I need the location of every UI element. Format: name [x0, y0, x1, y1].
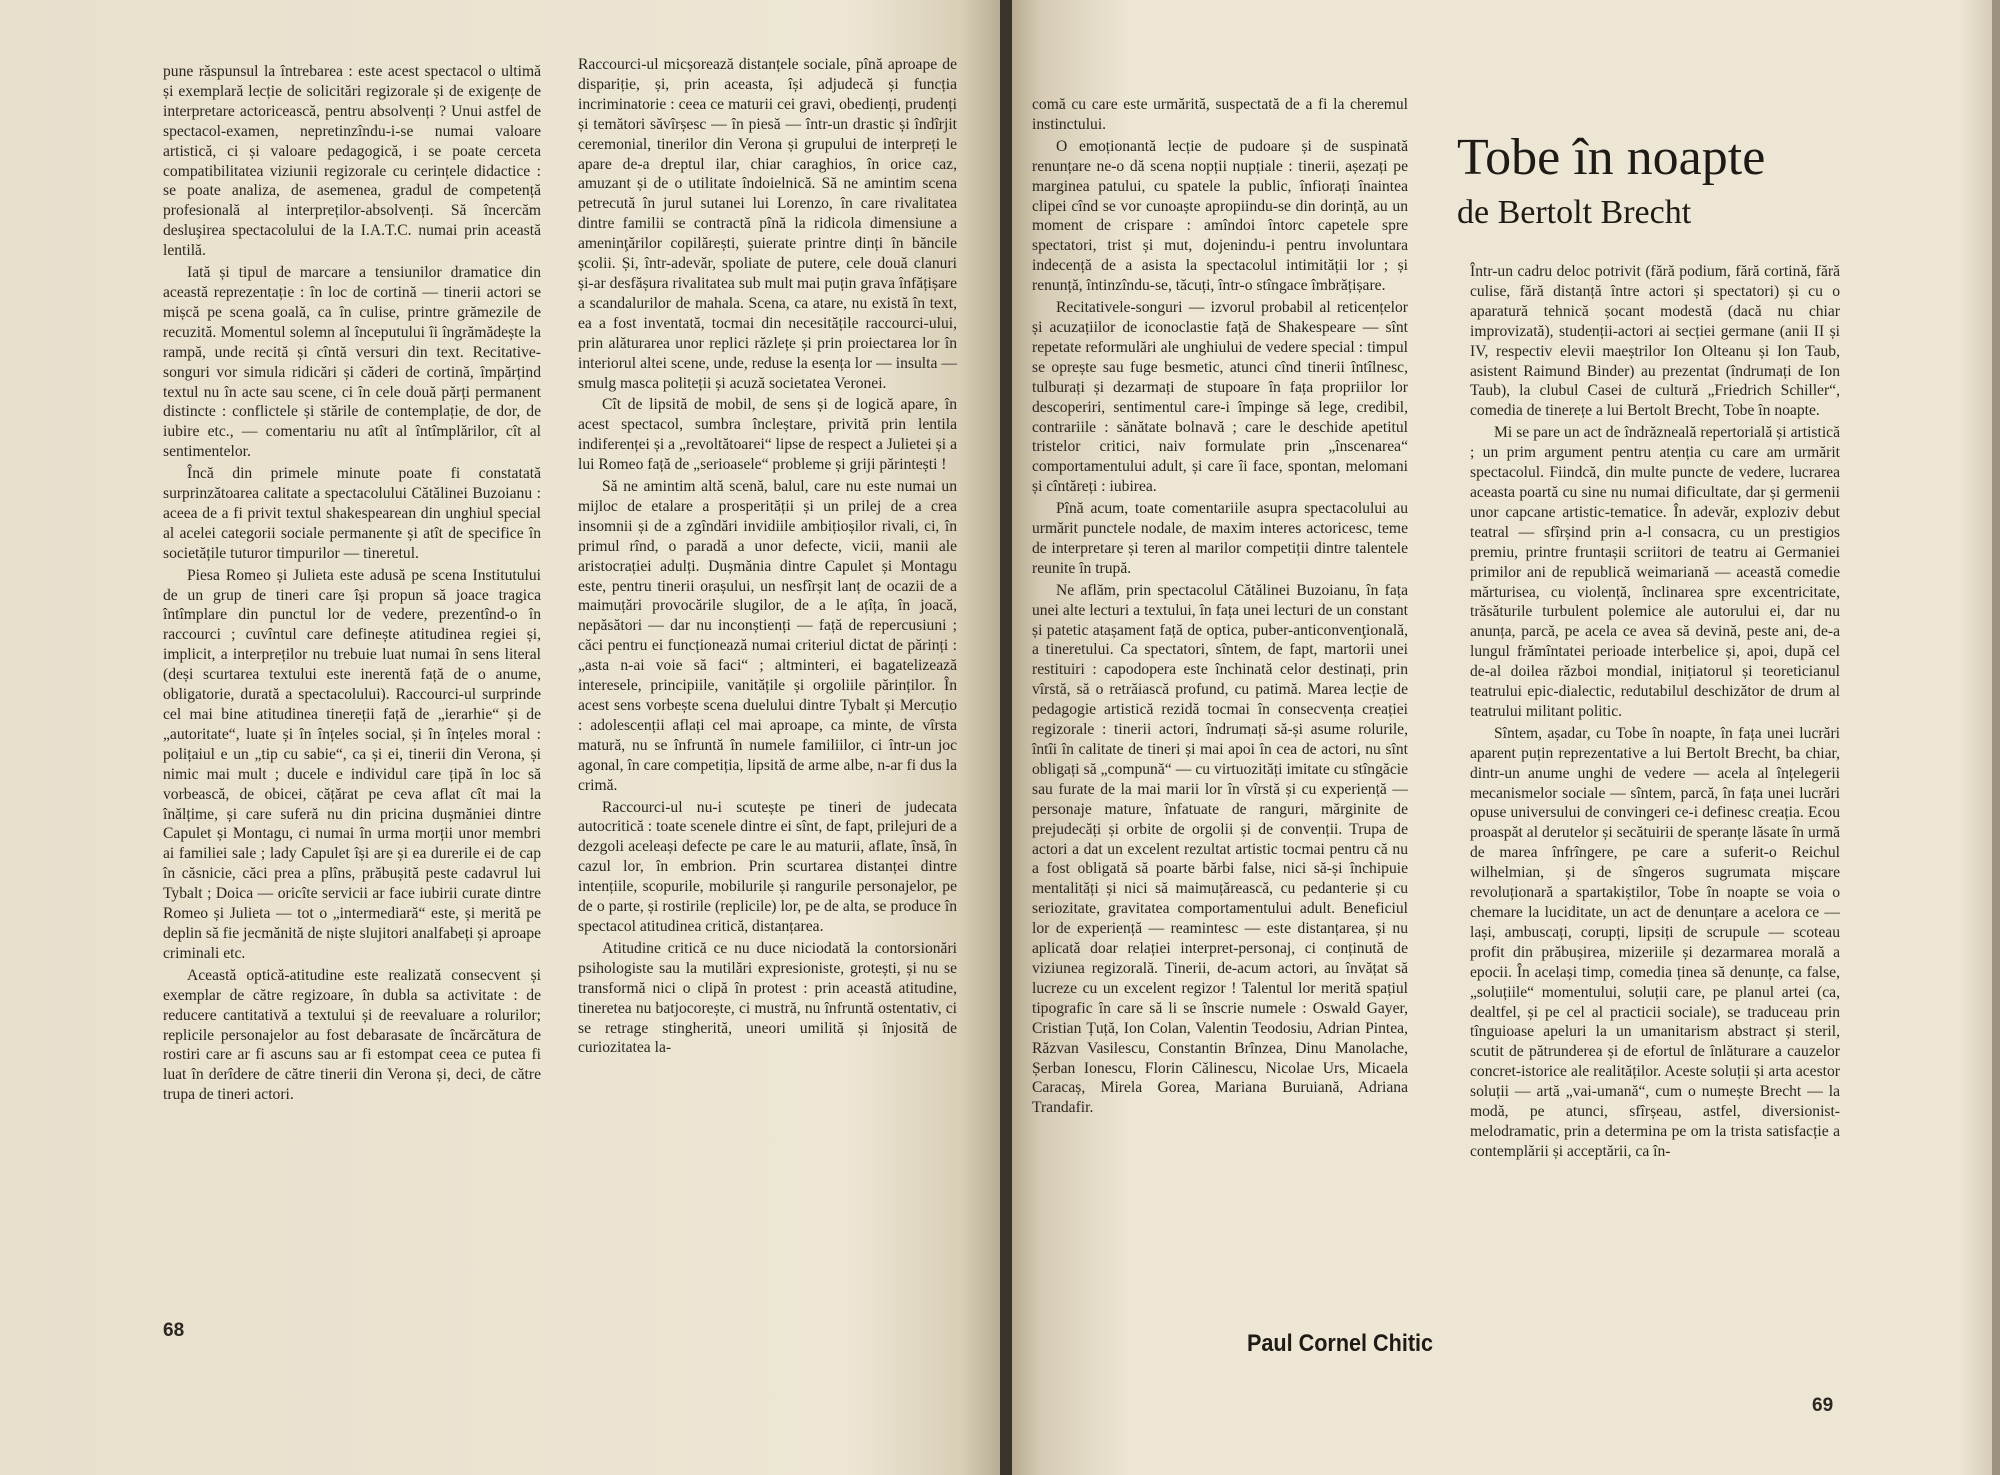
paragraph: comă cu care este urmărită, suspectată de a fi la cheremul instinctului.: [1032, 96, 1408, 133]
paragraph: Pînă acum, toate comentariile asupra spectacolului au urmărit punctele nodale, de maxim interes actoricesc, teme de interpretare și teren al marilor competiții dintre talentele reunite în trupă.: [1032, 500, 1408, 577]
paragraph: O emoționantă lecție de pudoare și de suspinată renunțare ne-o dă scena nopții nupțiale : tinerii, așezați pe marginea patului, cu spatele la public, înfiorați înaintea clipei cînd se vor cunoaște apropiindu-se din dorință, au un moment de crispare : amîndoi întorc capetele spre spectatori, trist și mut, dojenindu-i pentru involuntara indecență de a asista la spectacolul intimității lor ; și renunță, întinzîndu-se, tăcuți, într-o stîngace îmbrățișare.: [1032, 137, 1408, 295]
paragraph: Într-un cadru deloc potrivit (fără podium, fără cortină, fără culise, fără distanță între actori și spectatori) și cu o aparatură tehnică șocant modestă (dacă nu chiar improvizată), studenții-actori ai secției germane (anii II și IV, respectiv elevii maeștrilor Ion Olteanu și Ion Taub, asistent Raimund Binder) au prezentat (îndrumați de Ion Taub), la clubul Casei de cultură „Friedrich Schiller“, comedia de tinerețe a lui Bertolt Brecht, Tobe în noapte.: [1470, 263, 1840, 420]
paragraph: Raccourci-ul micșorează distanțele sociale, pînă aproape de dispariție, și, prin aceasta, își adjudecă și funcția incriminatorie : ceea ce maturii cei gravi, obedienți, prudenți și temători săvîrșesc — în piesă — într-un drastic și îndîrjit ceremonial, tinerilor din Verona și grupului de interpreți le apare de-a dreptul ilar, chiar caraghios, în orice caz, amuzant și de o utilitate îndoielnică. Să ne amintim scena petrecută în jurul sutanei lui Lorenzo, în care rivalitatea dintre familii se contractă pînă la ridicola dimensiune a ameninţărilor copilărești, șuierate printre dinți în băncile școlii. Și, într-adevăr, spoliate de putere, cele două clanuri și-ar desfășura rivalitatea sub mult mai puțin grava înfățișare a scandalurilor de mahala. Scena, ca atare, nu există în text, ea a fost inventată, tocmai din necesitățile raccourci-ului, prin alăturarea unor replici răzlețe și prin proiectarea lor în interiorul altei scene, unde, reduse la esența lor — insulta — smulg masca politeții și acuză societatea Veronei.: [578, 56, 957, 392]
paragraph: Sîntem, așadar, cu Tobe în noapte, în fața unei lucrări aparent puțin reprezentative a lui Bertolt Brecht, ba chiar, dintr-un anume unghi de vedere — acela al înțelegerii mecanismelor sociale — sîntem, parcă, în fața unei lucrări opuse universului de convingeri ce-i definesc creația. Ecou proaspăt al derutelor și secătuirii de speranțe lăsate în urmă de marea înfrîngere, pe care a suferit-o Reichul wilhelmian, și de sîngeros sugrumata mișcare revoluționară a spartakiștilor, Tobe în noapte se voia o chemare la luciditate, un act de denunțare a acelora ce — lași, ambuscați, corupți, lipsiți de scrupule — scoteau profit din prăbușirea, mizeriile și dezarmarea morală a epocii. În același timp, comedia ținea să denunțe, ca false, „soluțiile“ momentului, soluții care, pe planul artei (ca, dealtfel, și pe cel al practicii sociale), se traduceau prin tînguioase apeluri la un umanitarism abstract și steril, scutit de pătrunderea și de efortul de înlăturare a cauzelor concret-istorice ale realităților. Aceste soluții și arta acestor soluții — artă „vai-umană“, cum o numește Brecht — la modă, pe atunci, sfîrșeau, astfel, diversionist-melodramatic, prin a determina pe om la trista satisfacție a contemplării și acceptării, ca în-: [1470, 724, 1840, 1160]
page-edge: [1992, 0, 2000, 1475]
paragraph: Raccourci-ul nu-i scutește pe tineri de judecata autocritică : toate scenele dintre ei sînt, de fapt, prilejuri de a dezgoli aceleași defecte pe care le au maturii, aflate, însă, în cazul lor, în embrion. Prin scurtarea distanței dintre intențiile, scopurile, mobilurile și rangurile personajelor, pe de o parte, și rostirile (replicile) lor, pe de alta, se produce în spectacol atitudinea critică, distanțarea.: [578, 798, 957, 935]
page-number-right: 69: [1812, 1395, 1834, 1416]
paragraph: pune răspunsul la întrebarea : este acest spectacol o ultimă și exemplară lecție de solicitări regizorale și de exigențe de interpretare actoricească, pentru absolvenți ? Unui astfel de spectacol-examen, nepretinzîndu-i-se numai valoare artistică, ci și valoare pedagogică, i se poate cerceta compatibilitatea viziunii regizorale cu cerințele didactice : se poate analiza, de asemenea, gradul de competență profesională al interpreților-absolvenți. Să încercăm desluşirea spectacolului de la I.A.T.C. numai prin această lentilă.: [163, 63, 541, 260]
book-gutter: [1000, 0, 1012, 1475]
paragraph: Încă din primele minute poate fi constatată surprinzătoarea calitate a spectacolului Cătălinei Buzoianu : aceea de a fi privit textul shakespearean din unghiul special al acelei categorii sociale permanente și atît de specifice în societățile tuturor timpurilor — tineretul.: [163, 465, 541, 562]
paragraph: Atitudine critică ce nu duce niciodată la contorsionări psihologiste sau la mutilări expresioniste, grotești, și nu se transformă nici o clipă în protest : prin această atitudine, tineretea nu batjocorește, ci mustră, nu înfruntă ostentativ, ci se retrage stingherită, uneori umilită și înjosită de curiozitatea la-: [578, 939, 957, 1057]
left-page-column-1: [163, 62, 541, 1105]
right-page-column-2: [1470, 262, 1840, 1162]
paragraph: Ne aflăm, prin spectacolul Cătălinei Buzoianu, în fața unei alte lecturi a textului, în fața unei lecturi de un constant și patetic atașament față de optica, puber-anticonvenţională, a tineretului. Ca spectatori, sîntem, de fapt, martorii unei restituiri : capodopera este închinată celor destinați, prin vîrstă, să o retrăiască profund, cu patimă. Marea lecție de pedagogie artistică rezidă tocmai în consecvența creației regizorale : tinerii actori, îndrumați să-și asume rolurile, întîi în calitate de tineri și mai apoi în cea de actori, nu sînt obligați să „compună“ — cu virtuozități imitate cu stîngăcie sau furate de la mai marii lor în vîrstă și cu experiență — personaje mature, înfatuate de ranguri, mărginite de prejudecăți și orbite de orgolii și de convenții. Trupa de actori a dat un excelent rezultat artistic tocmai pentru că nu a fost obligată să poarte bărbi false, nici să-și închipuie mentalități și nici să maimuțărească, cu pedanterie și cu seriozitate, gravitatea comportamentului adult. Beneficiul lor de experiență — reamintesc — este distanțarea, și nu aplicată doar relației interpret-personaj, ci conținută de viziunea regizorală. Tinerii, de-acum actori, au învățat să lucreze cu un excelent regizor ! Talentul lor merită spațiul tipografic în care să li se înscrie numele : Oswald Gayer, Cristian Țuță, Ion Colan, Valentin Teodosiu, Adrian Pintea, Răzvan Vasilescu, Constantin Brînzea, Dinu Manolache, Șerban Ionescu, Florin Călinescu, Nicolae Urs, Micaela Caracaș, Mirela Gorea, Mariana Buruiană, Adriana Trandafir.: [1032, 581, 1408, 1117]
paragraph: Cît de lipsită de mobil, de sens și de logică apare, în acest spectacol, sumbra încleștare, privită prin lentila indiferenței și a „revoltătoarei“ lipse de respect a Julietei și a lui Romeo față de „serioasele“ probleme și griji părintești !: [578, 396, 957, 474]
right-page-column-1: [1032, 95, 1408, 1118]
right-page: [1012, 0, 2000, 1475]
article-title: Tobe în noapte: [1457, 129, 1766, 186]
paragraph: Să ne amintim altă scenă, balul, care nu este numai un mijloc de etalare a prosperității și un prilej de a crea insomnii și de a zgîndări invidiile ambițioșilor rivali, ci, în primul rînd, o paradă a unor defecte, vicii, manii ale aristocrației adulți. Dușmănia dintre Capulet și Montagu este, pentru tinerii orașului, un nesfîrșit lanț de ocazii de a maimuțări provocările slugilor, de a le ațîța, în joacă, nepăsători — dar nu inconștienți — față de repercusiuni ; căci pentru ei funcționează numai criteriul dictat de părinți : „asta n-ai voie să faci“ ; altminteri, ei bagatelizează interesele, principiile, vanitățile și orgoliile părinților. În acest sens vorbește scena duelului dintre Tybalt și Mercuțio : adolescenții aflați cel mai aproape, ca minte, de vîrsta matură, nu se înfruntă în numele familiilor, ci într-un joc agonal, în care competiția, lipsită de arme albe, n-ar fi dus la crimă.: [578, 478, 957, 794]
paragraph: Iată și tipul de marcare a tensiunilor dramatice din această reprezentație : în loc de cortină — tinerii actori se mișcă pe scena goală, ca în culise, printre grămezile de recuzită. Momentul solemn al începutului îi îngrămădește la rampă, unde recită și cîntă versuri din text. Recitative-songuri vor simula ridicări și căderi de cortină, împărțind textul nu în acte sau scene, ci în cele două părți permanent distincte : conflictele și stările de contemplație, de dor, de iubire etc., — comentariu nu atît al întîmplărilor, cît al sentimentelor.: [163, 264, 541, 461]
paragraph: Recitativele-songuri — izvorul probabil al reticențelor și acuzațiilor de iconoclastie față de Shakespeare — sînt repetate reformulări ale unghiului de vedere special : timpul se oprește sau fuge besmetic, atunci cînd tinerii întîlnesc, tulburați și dezarmați de stupoare în fața propriilor lor descoperiri, sentimentul care-i împinge să lege, credibil, contrariile : sănătate bolnavă ; care le deschide apetitul tristelor critici, naiv formulate prin „înscenarea“ comportamentului adult, și care îi face, spontan, melomani și cîntăreți : iubirea.: [1032, 299, 1408, 496]
article-subtitle: de Bertolt Brecht: [1457, 194, 1692, 231]
page-number-left: 68: [163, 1320, 185, 1341]
paragraph: Mi se pare un act de îndrăzneală repertorială și artistică ; un prim argument pentru atenția cu care am urmărit spectacolul. Fiindcă, din multe puncte de vedere, lucrarea aceasta poartă cu sine nu numai dificultate, dar și germenii unor capcane artistic-tematice. În adevăr, exploziv debut teatral — sfîrșind prin a-l consacra, cu un prestigios premiu, printre fruntașii scriitori de teatru ai Germaniei primilor ani de republică weimariană — această comedie mărturisea, cu violență, înclinarea spre excentricitate, trăsăturile turbulent polemice ale autorului ei, dar nu anunța, parcă, pe acela ce avea să devină, peste ani, de-a lungul frămîntatei perioade interbelice și, apoi, după cel de-al doilea război mondial, inițiatorul și teoreticianul teatrului epic-dialectic, redutabilul deschizător de drum al teatrului militant politic.: [1470, 424, 1840, 720]
left-page-column-2: [578, 55, 957, 1058]
author-signature: Paul Cornel Chitic: [1247, 1330, 1434, 1357]
paragraph: Piesa Romeo și Julieta este adusă pe scena Institutului de un grup de tineri care își propun să joace tragica întîmplare din punctul lor de vedere, prezentînd-o în raccourci ; cuvîntul care definește atitudinea regiei și, implicit, a interpreților nu trebuie luat numai în sens literal (deși scurtarea textului este inerentă față de o anume, obligatorie, durată a spectacolului). Raccourci-ul surprinde cel mai bine atitudinea tinereții față de „ierarhie“ și de „autoritate“, luate și în înțeles social, și în înțeles moral : polițaiul e un „tip cu sabie“, ca și ei, tinerii din Verona, și nimic mai mult ; ducele e individul care țipă în loc să vorbească, de obicei, cățărat pe ceva aflat cît mai la înălțime, și care suferă nu din pricina dușmăniei dintre Capulet și Montagu, ci numai în urma morții unor membri ai familiei sale ; lady Capulet își are și ea durerile ei de cap în căsnicie, căci prea a plîns, prăbușită peste cadavrul lui Tybalt ; Doica — oricîte servicii ar face iubirii curate dintre Romeo și Julieta — tot o „intermediară“ este, și merită pe deplin să fie jecmănită de niște slujitori analfabeți și aproape criminali etc.: [163, 566, 542, 962]
paragraph: Această optică-atitudine este realizată consecvent și exemplar de către regizoare, în dubla sa activitate : de reducere cantitativă a textului și de reevaluare a rolurilor; replicile personajelor au fost debarasate de încărcătura de rostiri care ar fi ascuns sau ar fi estompat ceea ce putea fi luat în derîdere de către tinerii din Verona și, deci, de către trupa de tineri actori.: [163, 966, 541, 1104]
